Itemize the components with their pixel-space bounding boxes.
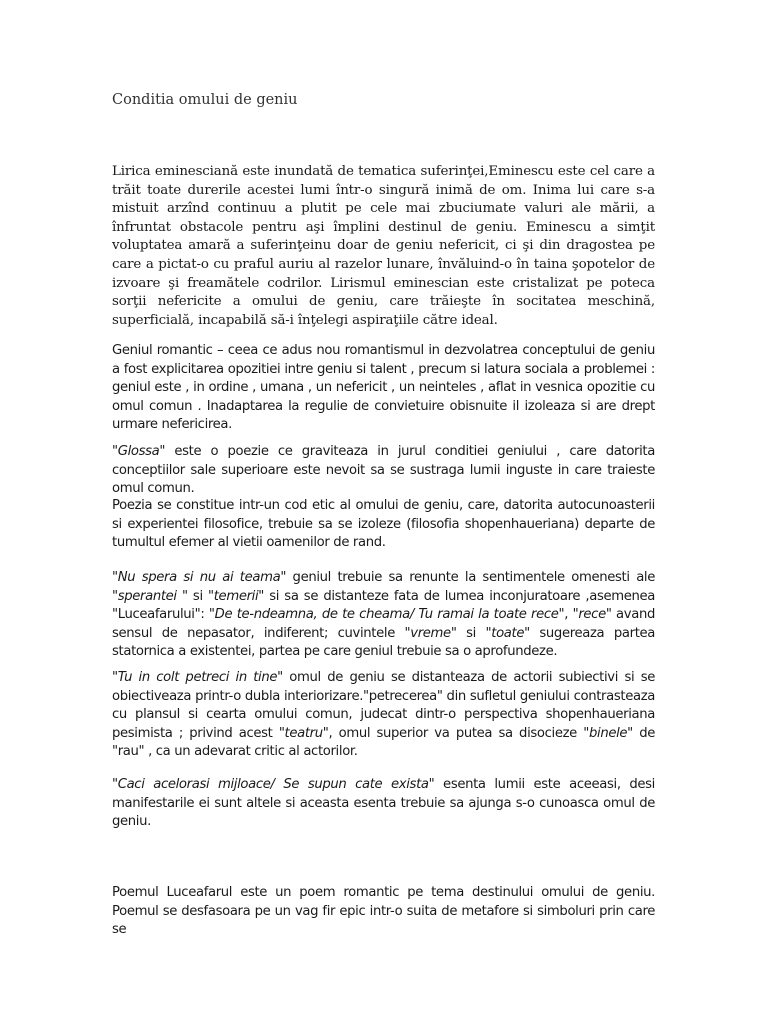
- text-segment: " de "rau" , ca un adevarat critic al actorilor.: [112, 725, 655, 760]
- quote-rece: rece: [578, 607, 606, 623]
- paragraph-cod-etic: [112, 497, 655, 553]
- text-segment: ", omul superior va putea sa disocieze ": [322, 725, 589, 741]
- paragraph-text: [112, 443, 655, 499]
- paragraph-text: [112, 776, 655, 832]
- document-title: Conditia omului de geniu: [112, 92, 298, 108]
- quote-glossa: "Glossa": [112, 444, 166, 459]
- quote-mark: ": [112, 777, 118, 792]
- paragraph-nu-spera: [112, 569, 655, 662]
- paragraph-text: [112, 669, 655, 762]
- text-segment: " si sa se distanteze fata de lumea inconjuratoare ,asemenea "Luceafarului": ": [112, 588, 656, 623]
- intro-paragraph: Lirica eminesciană este inundată de tematica suferinţei,Eminescu este cel care a trăit toate durerile acestei lumi într-o singură inimă de om. Inima lui care s-a mistuit arzînd continuu a plutit pe cele mai zbuciumate valuri ale mării, a înfruntat obstacole pentru aşi împlini destinul de geniu. Eminescu a simţit voluptatea amară a suferinţeinu doar de geniu nefericit, ci şi din dragostea pe care a pictat-o cu praful auriu al razelor lunare, învăluind-o în taina şopotelor de izvoare şi freamătele codrilor. Lirismul eminescian este cristalizat pe poteca sorţii nefericite a omului de geniu, care trăieşte în socitatea meschină, superficială, incapabilă să-i înţelegi aspiraţiile către ideal.: [112, 164, 655, 328]
- paragraph-text: Poezia se constitue intr-un cod etic al omului de geniu, care, datorita autocunoasterii si experientei filosofice, trebuie sa se izoleze (filosofia shopenhaueriana) departe de tumultul efemer al vietii oamenilor de rand.: [112, 498, 655, 551]
- quote-temerii: temerii: [213, 588, 259, 604]
- quote-binele: binele: [588, 725, 628, 741]
- paragraph-caci-acelorasi: [112, 776, 655, 832]
- paragraph-tu-in-colt: [112, 669, 655, 762]
- text-segment: " omul de geniu se distanteaza de actorii subiectivi si se obiectiveaza printr-o dubla interiorizare."petrecerea" din sufletul geniului contrasteaza cu plansul si cearta omului comun, judecat dintr-o perspectiva shopenhaueriana pesimista ; privind acest ": [112, 670, 655, 741]
- paragraph-glossa: [112, 443, 655, 499]
- paragraph-text: Geniul romantic – ceea ce adus nou romantismul in dezvolatrea conceptului de geniu a fost explicitarea opozitiei intre geniu si talent , precum si latura sociala a problemei : geniul este , in ordine , umana , un nefericit , un neinteles , aflat in vesnica opozitie cu omul comun . Inadaptarea la regulie de convietuire obisnuite il izoleaza si are drept urmare nefericirea.: [112, 343, 655, 433]
- text-segment: ", ": [558, 607, 579, 623]
- quote-toate: toate: [491, 625, 525, 641]
- quote-teatru: teatru: [284, 725, 323, 741]
- paragraph-text: [112, 569, 655, 662]
- paragraph-luceafarul: [112, 884, 655, 940]
- quote-sperantei: sperantei: [117, 588, 182, 604]
- quote-caci-acelorasi: Caci acelorasi mijloace/ Se supun cate exista: [117, 777, 429, 792]
- quote-de-te-ndeamna: De te-ndeamna, de te cheama/ Tu ramai la toate rece: [214, 607, 559, 623]
- text-segment: " esenta lumii este aceeasi, desi manifestarile ei sunt altele si aceasta esenta trebuie sa ajunga s-o cunoasca omul de geniu.: [112, 777, 655, 830]
- text-segment: " avand sensul de nepasator, indiferent; cuvintele ": [112, 607, 655, 641]
- quote-mark: ": [112, 570, 118, 585]
- quote-mark: ": [112, 670, 118, 685]
- quote-vreme: vreme: [410, 625, 451, 641]
- text-segment: " si ": [450, 625, 492, 641]
- text-segment: " si ": [181, 588, 214, 604]
- text-segment: " sugereaza partea statornica a existentei, partea pe care geniul trebuie sa o aprofundeze.: [112, 625, 656, 660]
- quote-nu-spera: Nu spera si nu ai teama: [117, 570, 281, 585]
- text-segment: " geniul trebuie sa renunte la sentimentele omenesti ale ": [112, 570, 656, 604]
- paragraph-geniul-romantic: [112, 342, 655, 435]
- paragraph-text-rest: este o poezie ce graviteaza in jurul conditiei geniului , care datorita conceptiilor sale superioare este nevoit sa se sustraga lumii inguste in care traieste omul comun.: [112, 444, 655, 497]
- paragraph-text: Poemul Luceafarul este un poem romantic pe tema destinului omului de geniu. Poemul se desfasoara pe un vag fir epic intr-o suita de metafore si simboluri prin care se: [112, 885, 655, 938]
- quote-tu-in-colt: Tu in colt petreci in tine: [117, 670, 278, 685]
